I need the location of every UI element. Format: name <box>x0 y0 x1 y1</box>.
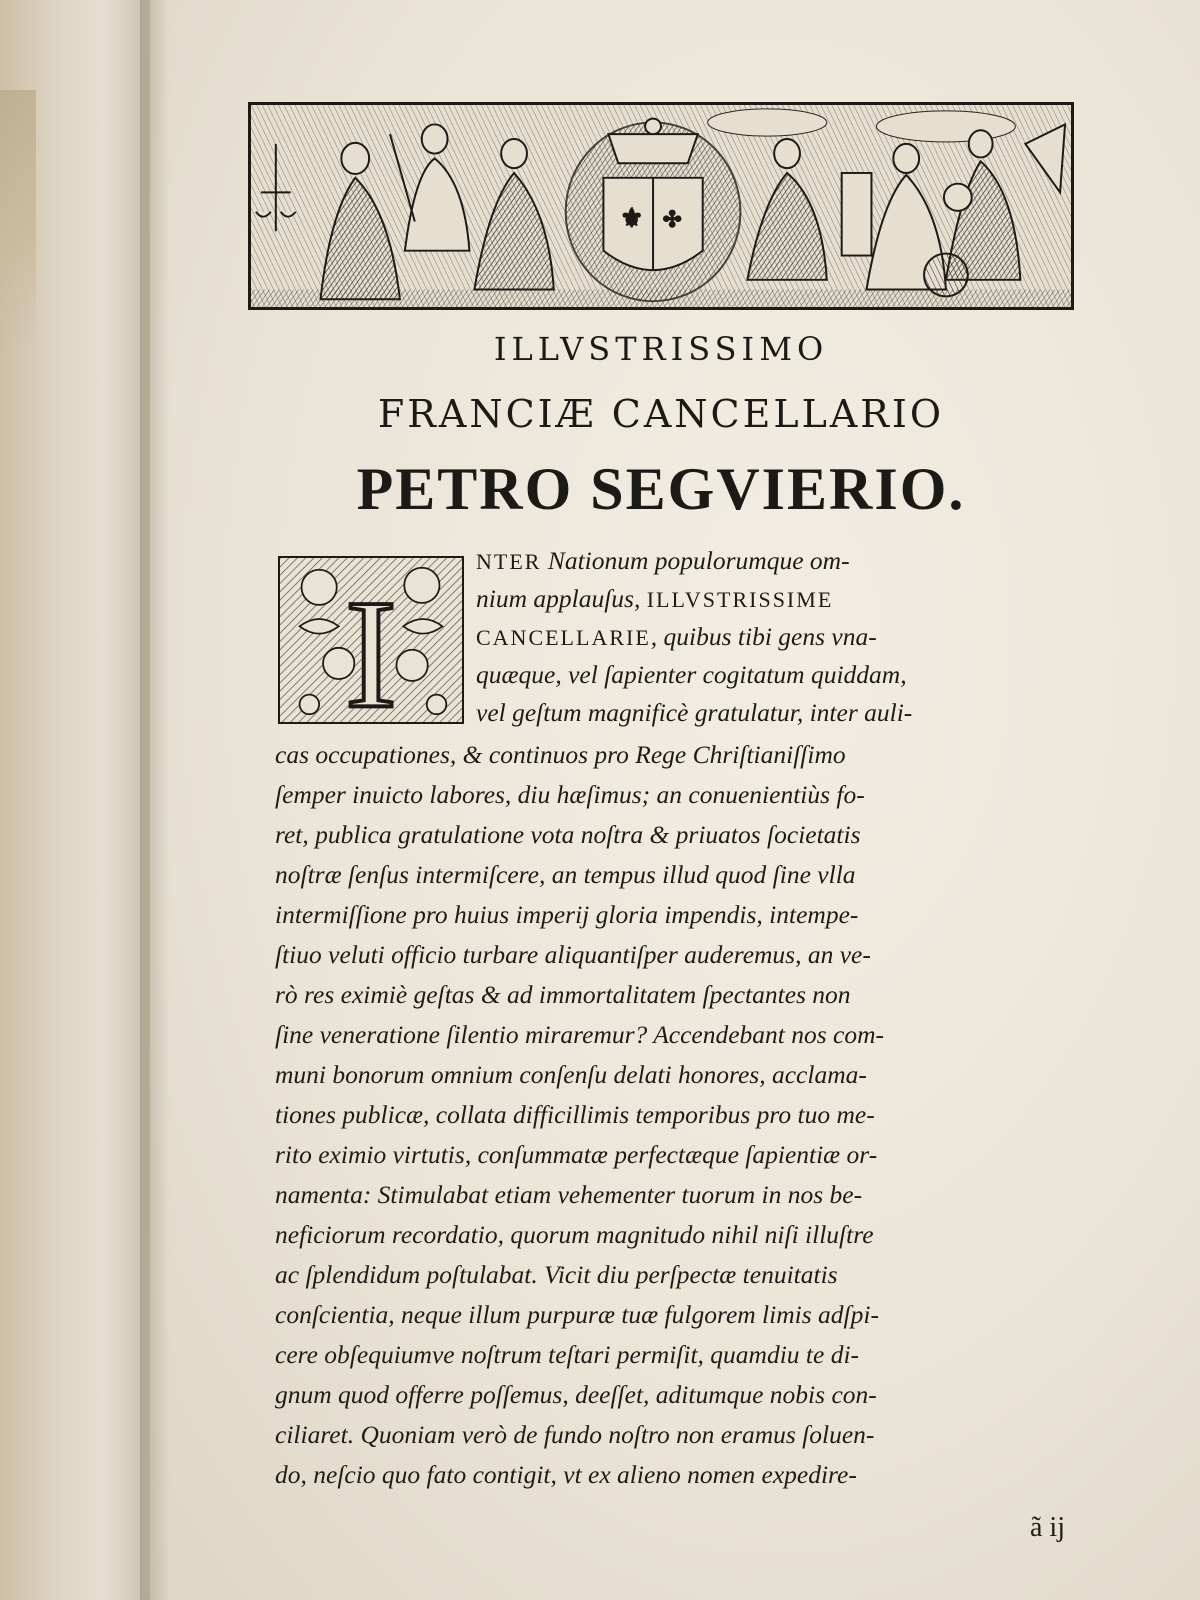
text-line: quæque, vel ſapienter cogitatum quiddam, <box>476 660 907 689</box>
floral-initial-letter <box>280 558 462 722</box>
dedication-heading-name: PETRO SEGVIERIO. <box>356 456 966 522</box>
text-line: cas occupationes, & continuos pro Rege Chriſtianiſſimo <box>275 740 846 769</box>
text-line: conſcientia, neque illum purpuræ tuæ fulgorem limis adſpi- <box>275 1300 879 1329</box>
signature-mark: ã ij <box>1030 1512 1065 1543</box>
paper-stain <box>0 90 36 350</box>
dedication-heading-line-1: ILLVSTRISSIMO <box>493 330 829 368</box>
text-span: Nationum populorumque om- <box>541 546 850 575</box>
text-line: cere obſequiumve noſtrum teſtari permiſit, quamdiu te di- <box>275 1340 860 1369</box>
svg-text:✣: ✣ <box>662 207 682 233</box>
text-line: ciliaret. Quoniam verò de fundo noſtro non eramus ſoluen- <box>275 1420 875 1449</box>
text-line: ſemper inuicto labores, diu hæſimus; an conuenientiùs fo- <box>275 780 865 809</box>
dedication-heading-line-2: FRANCIÆ CANCELLARIO <box>377 392 945 436</box>
text-line: do, neſcio quo fato contigit, vt ex alieno nomen expedire- <box>275 1460 857 1489</box>
text-line: vel geſtum magnificè gratulatur, inter auli- <box>476 698 913 727</box>
text-line: noſtræ ſenſus intermiſcere, an tempus illud quod ſine vlla <box>275 860 856 889</box>
initial-letter-glyph: I <box>344 567 398 722</box>
text-line <box>476 584 833 615</box>
text-line: gnum quod offerre poſſemus, deeſſet, aditumque nobis con- <box>275 1380 877 1409</box>
text-line: ſtiuo veluti officio turbare aliquantiſper auderemus, an ve- <box>275 940 871 969</box>
page-gutter-shadow <box>140 0 170 1600</box>
svg-text:⚜: ⚜ <box>620 203 644 234</box>
text-span: nium applauſus, <box>476 584 647 613</box>
text-smallcaps: NTER <box>476 549 542 574</box>
text-line: ſine veneratione ſilentio miraremur? Accendebant nos com- <box>275 1020 885 1049</box>
previous-page-edge <box>0 0 150 1600</box>
text-line: ac ſplendidum poſtulabat. Vicit diu perſpectæ tenuitatis <box>275 1260 838 1289</box>
woodcut-headpiece <box>248 102 1074 310</box>
text-line: ret, publica gratulatione vota noſtra & priuatos ſocietatis <box>275 820 861 849</box>
text-line <box>476 622 877 653</box>
text-smallcaps: ILLVSTRISSIME <box>646 587 834 612</box>
text-smallcaps: CANCELLARIE <box>476 625 651 650</box>
text-line: neficiorum recordatio, quorum magnitudo nihil niſi illuſtre <box>275 1220 874 1249</box>
text-line: rò res eximiè geſtas & ad immortalitatem ſpectantes non <box>275 980 851 1009</box>
text-line: muni bonorum omnium conſenſu delati honores, acclama- <box>275 1060 867 1089</box>
allegorical-figures-engraving <box>251 105 1071 307</box>
decorated-initial <box>278 556 464 724</box>
text-line: rito eximio virtutis, conſummatæ perfectæque ſapientiæ or- <box>275 1140 878 1169</box>
text-line: intermiſſione pro huius imperij gloria impendis, intempe- <box>275 900 859 929</box>
text-span: , quibus tibi gens vna- <box>650 622 877 651</box>
text-line <box>476 546 850 577</box>
book-page <box>150 0 1200 1600</box>
text-line: namenta: Stimulabat etiam vehementer tuorum in nos be- <box>275 1180 863 1209</box>
text-line: tiones publicæ, collata difficillimis temporibus pro tuo me- <box>275 1100 875 1129</box>
